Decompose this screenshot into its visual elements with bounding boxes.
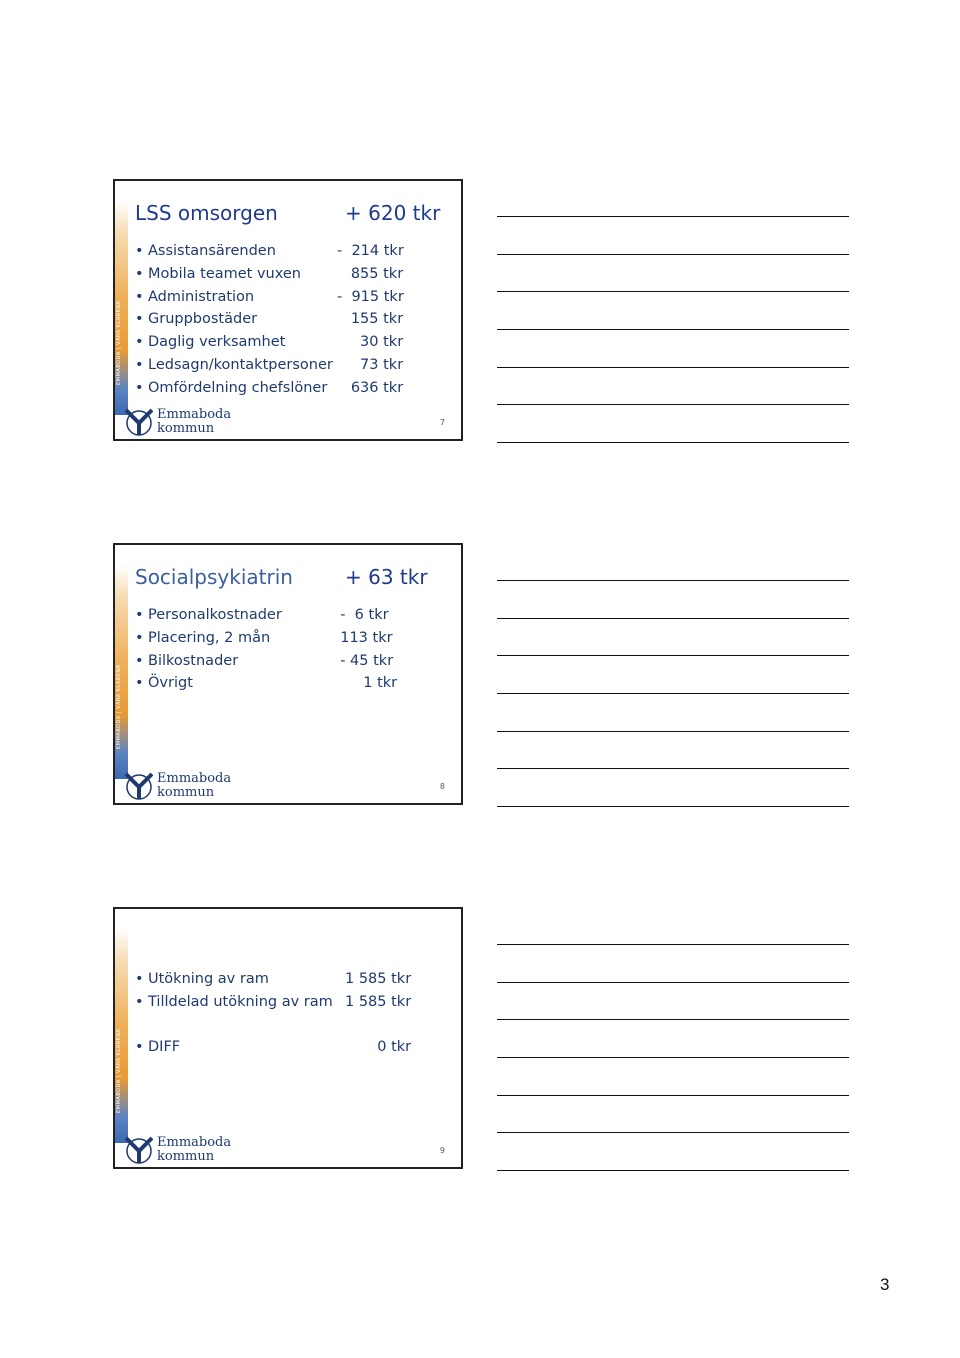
note-line: [497, 1019, 849, 1020]
logo-text-line2: kommun: [157, 785, 215, 800]
slide-number: 7: [439, 418, 445, 427]
list-item: [135, 971, 445, 994]
item-label: Assistansärenden: [148, 243, 276, 259]
emmaboda-logo: [123, 407, 243, 437]
item-label: Bilkostnader: [148, 652, 239, 669]
item-value: - 6 tkr: [331, 607, 389, 623]
item-label: Daglig verksamhet: [148, 334, 286, 351]
slide-strip-text: EMMABODA | VÅRA KLARENA: [116, 664, 122, 749]
bullet-icon: •: [135, 607, 144, 623]
note-line: [497, 768, 849, 769]
bullet-icon: •: [135, 356, 144, 373]
item-value: 1 tkr: [331, 675, 398, 692]
list-item: [135, 1039, 445, 1062]
slide-title: Socialpsykiatrin: [135, 565, 293, 589]
slide-total: + 620 tkr: [345, 201, 441, 225]
bullet-icon: •: [135, 971, 144, 987]
item-label: Utökning av ram: [148, 971, 269, 987]
item-label: Övrigt: [148, 675, 193, 692]
item-label: DIFF: [148, 1039, 181, 1056]
note-line: [497, 1095, 849, 1096]
slide-1: [113, 179, 463, 441]
note-line: [497, 693, 849, 694]
bullet-icon: •: [135, 288, 144, 305]
list-item: [135, 266, 445, 289]
note-line: [497, 442, 849, 443]
slide-rows: [135, 607, 445, 698]
slide-2: [113, 543, 463, 805]
bullet-icon: •: [135, 675, 144, 692]
slide-title: LSS omsorgen: [135, 201, 278, 225]
note-line: [497, 1170, 849, 1171]
bullet-icon: •: [135, 311, 144, 328]
list-spacer: [135, 1017, 445, 1040]
list-item: [135, 334, 445, 357]
slide-side-strip: [115, 201, 128, 415]
slide-rows: [135, 971, 445, 1062]
slide-strip-text: EMMABODA | VÅRA KLARENA: [116, 1028, 122, 1113]
list-item: [135, 607, 445, 630]
item-label: Gruppbostäder: [148, 311, 258, 328]
list-item: [135, 380, 445, 403]
list-item: [135, 653, 445, 676]
logo-text-line1: Emmaboda: [157, 771, 232, 786]
note-line: [497, 404, 849, 405]
item-value: - 915 tkr: [337, 288, 404, 305]
slide-side-strip: [115, 929, 128, 1143]
item-value: - 214 tkr: [337, 243, 404, 259]
note-line: [497, 1132, 849, 1133]
list-item: [135, 630, 445, 653]
item-value: 0 tkr: [345, 1039, 412, 1056]
item-label: Tilldelad utökning av ram: [148, 993, 333, 1010]
item-value: 636 tkr: [337, 379, 404, 396]
item-label: Administration: [148, 288, 255, 305]
list-item: [135, 289, 445, 312]
note-line: [497, 580, 849, 581]
slide-number: 8: [439, 782, 445, 791]
note-line: [497, 216, 849, 217]
item-label: Mobila teamet vuxen: [148, 265, 301, 282]
note-line: [497, 982, 849, 983]
note-line: [497, 618, 849, 619]
note-line: [497, 329, 849, 330]
note-line: [497, 655, 849, 656]
item-label: Omfördelning chefslöner: [148, 379, 328, 396]
bullet-icon: •: [135, 629, 144, 646]
note-line: [497, 1057, 849, 1058]
bullet-icon: •: [135, 652, 144, 669]
bullet-icon: •: [135, 379, 144, 396]
emmaboda-logo: [123, 1135, 243, 1165]
item-label: Placering, 2 mån: [148, 629, 271, 646]
slide-strip-text: EMMABODA | VÅRA KLARENA: [116, 300, 122, 385]
list-item: [135, 675, 445, 698]
list-item: [135, 357, 445, 380]
list-item: [135, 311, 445, 334]
logo-text-line1: Emmaboda: [157, 407, 232, 422]
logo-text-line2: kommun: [157, 421, 215, 436]
bullet-icon: •: [135, 1039, 144, 1056]
item-value: 1 585 tkr: [345, 993, 412, 1010]
slide-rows: [135, 243, 445, 403]
logo-text-line2: kommun: [157, 1149, 215, 1164]
item-value: 155 tkr: [337, 311, 404, 328]
note-line: [497, 731, 849, 732]
emmaboda-logo: [123, 771, 243, 801]
page-number: 3: [880, 1275, 890, 1294]
crest-icon: [123, 407, 155, 437]
bullet-icon: •: [135, 265, 144, 282]
item-label: Personalkostnader: [148, 607, 282, 623]
item-value: 855 tkr: [337, 265, 404, 282]
crest-icon: [123, 1135, 155, 1165]
item-value: 30 tkr: [337, 334, 404, 351]
note-line: [497, 254, 849, 255]
item-value: 73 tkr: [337, 356, 404, 373]
note-line: [497, 944, 849, 945]
slide-3: [113, 907, 463, 1169]
note-line: [497, 806, 849, 807]
slide-side-strip: [115, 565, 128, 779]
bullet-icon: •: [135, 993, 144, 1010]
note-line: [497, 291, 849, 292]
list-item: [135, 243, 445, 266]
bullet-icon: •: [135, 334, 144, 351]
list-item: [135, 994, 445, 1017]
bullet-icon: •: [135, 243, 144, 259]
slide-number: 9: [439, 1146, 445, 1155]
item-value: 1 585 tkr: [345, 971, 412, 987]
item-value: 113 tkr: [331, 629, 393, 646]
logo-text-line1: Emmaboda: [157, 1135, 232, 1150]
item-value: - 45 tkr: [331, 652, 394, 669]
item-label: Ledsagn/kontaktpersoner: [148, 356, 333, 373]
note-line: [497, 367, 849, 368]
slide-total: + 63 tkr: [345, 565, 428, 589]
crest-icon: [123, 771, 155, 801]
